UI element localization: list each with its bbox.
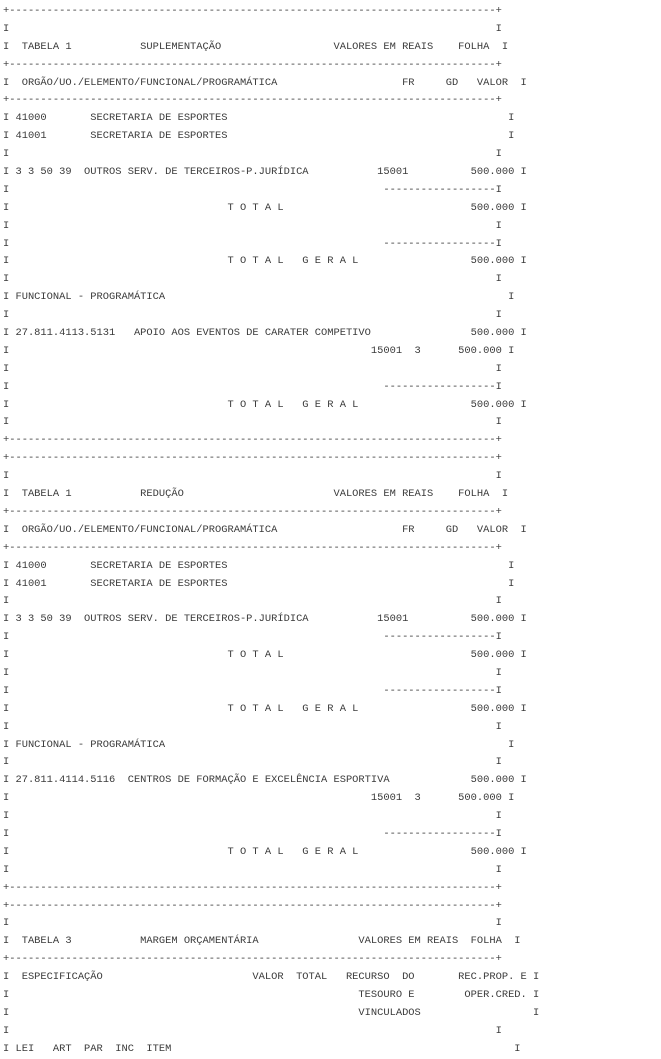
report-line: I VINCULADOS I — [3, 1006, 540, 1019]
report-line: I 27.811.4114.5116 CENTROS DE FORMAÇÃO E EXCELÊNCIA ESPORTIVA 500.000 I — [3, 774, 527, 787]
report-line: I 3 3 50 39 OUTROS SERV. DE TERCEIROS-P.JURÍDICA 15001 500.000 I — [3, 613, 527, 626]
report-line: I ------------------I — [3, 827, 502, 840]
report-line: I I — [3, 362, 502, 375]
report-line: I I — [3, 595, 502, 608]
report-line: I T O T A L G E R A L 500.000 I — [3, 398, 527, 411]
report-line: I 15001 3 500.000 I — [3, 344, 515, 357]
report-line: I 41000 SECRETARIA DE ESPORTES I — [3, 112, 515, 125]
report-line: I I — [3, 810, 502, 823]
report-line: I I — [3, 470, 502, 483]
report-line: I ------------------I — [3, 380, 502, 393]
report-line: I T O T A L G E R A L 500.000 I — [3, 255, 527, 268]
report-line: +------------------------------------------------------------------------------+ — [3, 5, 502, 17]
report-line: I 3 3 50 39 OUTROS SERV. DE TERCEIROS-P.JURÍDICA 15001 500.000 I — [3, 166, 527, 179]
report-line: I LEI ART PAR INC ITEM I — [3, 1042, 521, 1055]
report-line: I ESPECIFICAÇÃO VALOR TOTAL RECURSO DO REC.PROP. E I — [3, 971, 540, 984]
report-line: I FUNCIONAL - PROGRAMÁTICA I — [3, 738, 515, 751]
report-line: I ------------------I — [3, 684, 502, 697]
report-line: +------------------------------------------------------------------------------+ — [3, 541, 502, 554]
report-line: I ------------------I — [3, 631, 502, 644]
report-line: +------------------------------------------------------------------------------+ — [3, 434, 502, 447]
report-line: +------------------------------------------------------------------------------+ — [3, 505, 502, 518]
report-line: I 15001 3 500.000 I — [3, 792, 515, 805]
report-line: I T O T A L 500.000 I — [3, 649, 527, 662]
report-line: I I — [3, 416, 502, 429]
report-line: +------------------------------------------------------------------------------+ — [3, 58, 502, 71]
report-line: I ORGÃO/UO./ELEMENTO/FUNCIONAL/PROGRAMÁTICA FR GD VALOR I — [3, 523, 527, 536]
report-line: +------------------------------------------------------------------------------+ — [3, 881, 502, 894]
report-line: I ------------------I — [3, 237, 502, 250]
report-line: I I — [3, 148, 502, 161]
report-line: I 27.811.4113.5131 APOIO AOS EVENTOS DE CARATER COMPETIVO 500.000 I — [3, 327, 527, 340]
report-line: I 41001 SECRETARIA DE ESPORTES I — [3, 130, 515, 143]
report-line: +------------------------------------------------------------------------------+ — [3, 452, 502, 465]
report-line: I TABELA 1 SUPLEMENTAÇÃO VALORES EM REAIS FOLHA I — [3, 40, 509, 53]
report-line: I TABELA 1 REDUÇÃO VALORES EM REAIS FOLHA I — [3, 488, 509, 501]
report-line: I T O T A L G E R A L 500.000 I — [3, 845, 527, 858]
report-line: I I — [3, 22, 502, 35]
budget-report-printout — [3, 3, 539, 1059]
report-line: +------------------------------------------------------------------------------+ — [3, 953, 502, 966]
report-line: I FUNCIONAL - PROGRAMÁTICA I — [3, 291, 515, 304]
report-line: I TESOURO E OPER.CRED. I — [3, 988, 540, 1001]
report-line: I T O T A L G E R A L 500.000 I — [3, 702, 527, 715]
report-line: I I — [3, 666, 502, 679]
report-line: I I — [3, 273, 502, 286]
report-line: I 41001 SECRETARIA DE ESPORTES I — [3, 577, 515, 590]
report-line: I I — [3, 756, 502, 769]
report-line: I ORGÃO/UO./ELEMENTO/FUNCIONAL/PROGRAMÁTICA FR GD VALOR I — [3, 76, 527, 89]
report-line: +------------------------------------------------------------------------------+ — [3, 899, 502, 912]
report-line: I I — [3, 917, 502, 930]
report-line: I ------------------I — [3, 183, 502, 196]
report-line: +------------------------------------------------------------------------------+ — [3, 94, 502, 107]
report-line: I I — [3, 720, 502, 733]
report-line: I I — [3, 863, 502, 876]
report-line: I T O T A L 500.000 I — [3, 201, 527, 214]
report-line: I 41000 SECRETARIA DE ESPORTES I — [3, 559, 515, 572]
report-line: I I — [3, 219, 502, 232]
report-line: I I — [3, 309, 502, 322]
report-line: I TABELA 3 MARGEM ORÇAMENTÁRIA VALORES EM REAIS FOLHA I — [3, 935, 521, 948]
report-line: I I — [3, 1024, 502, 1037]
